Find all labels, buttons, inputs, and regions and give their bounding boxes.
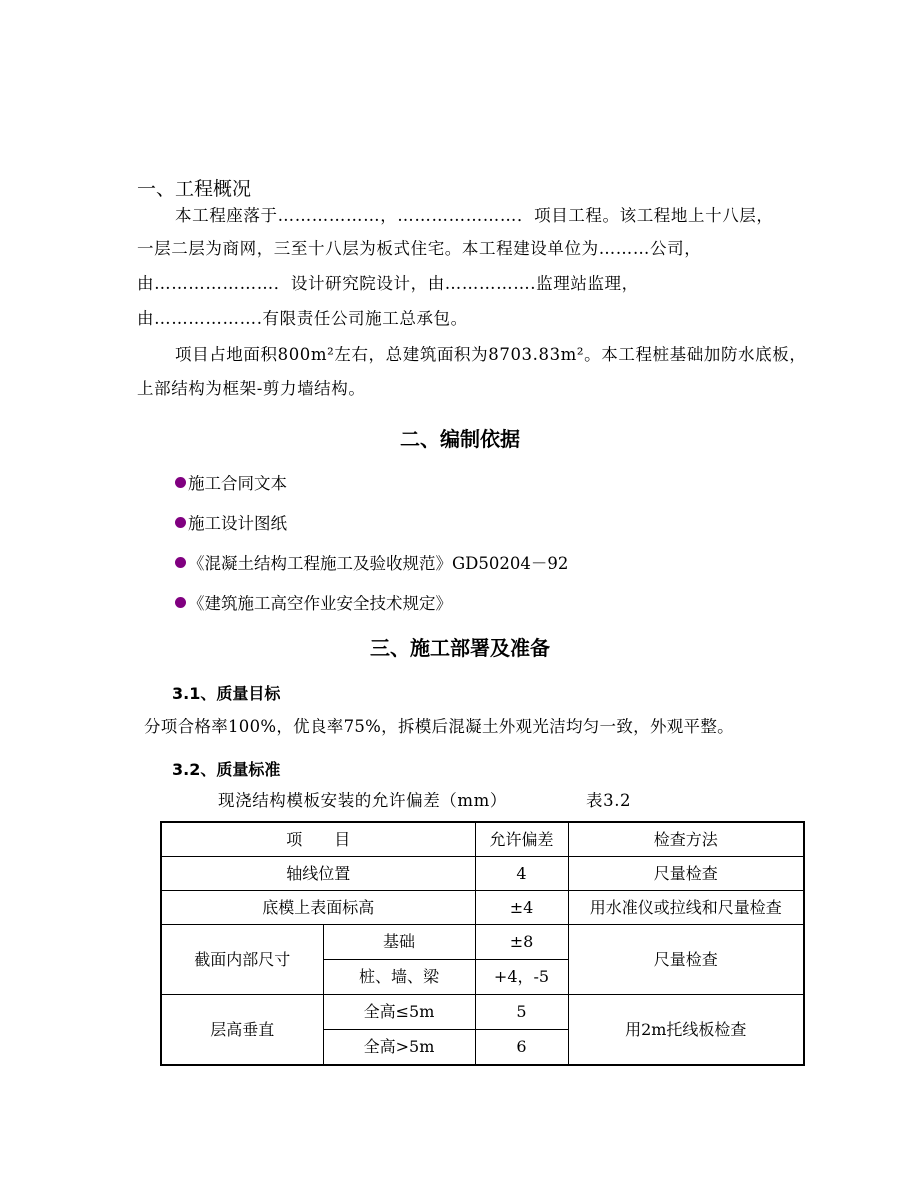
overview-line-6: 上部结构为框架-剪力墙结构。 <box>137 379 366 398</box>
quality-target-text: 分项合格率100%，优良率75%，拆模后混凝土外观光洁均匀一致，外观平整。 <box>144 717 734 736</box>
bullet-icon <box>175 517 186 528</box>
row-method: 尺量检查 <box>568 857 804 891</box>
row-subitem: 桩、墙、梁 <box>323 960 475 995</box>
tolerance-table <box>160 821 805 1066</box>
row-subitem: 全高≤5m <box>323 995 475 1030</box>
row-tolerance: 6 <box>475 1030 568 1066</box>
section-3-title: 三、施工部署及准备 <box>370 636 550 660</box>
row-item: 轴线位置 <box>161 857 475 891</box>
row-tolerance: ±4 <box>475 891 568 925</box>
table-row <box>161 995 804 1030</box>
row-group: 截面内部尺寸 <box>161 925 323 995</box>
row-method: 尺量检查 <box>568 925 804 995</box>
bullet-icon <box>175 557 186 568</box>
header-item: 项 目 <box>161 822 475 857</box>
table-header-row <box>161 822 804 857</box>
overview-line-5: 项目占地面积800m²左右，总建筑面积为8703.83m²。本工程桩基础加防水底板， <box>175 345 807 364</box>
basis-item: 施工设计图纸 <box>175 510 287 534</box>
row-method: 用水准仪或拉线和尺量检查 <box>568 891 804 925</box>
subsection-3-1-heading: 3.1、质量目标 <box>172 684 281 703</box>
bullet-icon <box>175 477 186 488</box>
table-number: 表3.2 <box>586 791 632 810</box>
row-tolerance: 4 <box>475 857 568 891</box>
table-row <box>161 891 804 925</box>
overview-line-1: 本工程座落于………………，…………………．项目工程。该工程地上十八层， <box>175 206 774 225</box>
table-caption: 现浇结构模板安装的允许偏差（mm） <box>218 791 507 810</box>
basis-item: 《建筑施工高空作业安全技术规定》 <box>175 590 452 614</box>
overview-line-2: 一层二层为商网，三至十八层为板式住宅。本工程建设单位为………公司， <box>137 239 702 258</box>
row-group: 层高垂直 <box>161 995 323 1066</box>
basis-item: 《混凝土结构工程施工及验收规范》GD50204－92 <box>175 550 568 574</box>
bullet-icon <box>175 597 186 608</box>
header-tolerance: 允许偏差 <box>475 822 568 857</box>
row-tolerance: ±8 <box>475 925 568 960</box>
row-method: 用2m托线板检查 <box>568 995 804 1066</box>
row-subitem: 基础 <box>323 925 475 960</box>
header-method: 检查方法 <box>568 822 804 857</box>
row-subitem: 全高>5m <box>323 1030 475 1066</box>
row-item: 底模上表面标高 <box>161 891 475 925</box>
section-1-title: 一、工程概况 <box>137 178 252 200</box>
basis-item: 施工合同文本 <box>175 470 287 494</box>
table-row <box>161 925 804 960</box>
row-tolerance: +4，-5 <box>475 960 568 995</box>
section-2-title: 二、编制依据 <box>400 427 520 451</box>
overview-line-3: 由…………………．设计研究院设计，由…………….监理站监理， <box>137 274 639 293</box>
row-tolerance: 5 <box>475 995 568 1030</box>
table-row <box>161 857 804 891</box>
overview-line-4: 由……………….有限责任公司施工总承包。 <box>137 309 468 328</box>
subsection-3-2-heading: 3.2、质量标准 <box>172 760 281 779</box>
